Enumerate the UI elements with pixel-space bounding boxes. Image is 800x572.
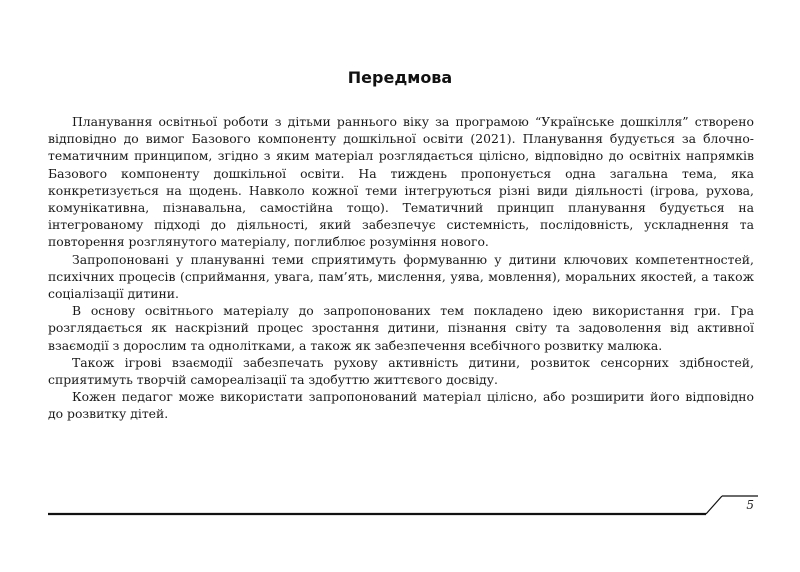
paragraph-1: Планування освітньої роботи з дітьми раннього віку за програмою “Українське дошкілля” створено відповідно до вимог Базового компоненту дошкільної освіти (2021). Планування будується за блочно-тематичним принципом, згідно з яким матеріал розглядається цілісно, відповідно до освітніх напрямків Базового компоненту дошкільної освіти. На тиждень пропонується одна загальна тема, яка конкретизується на щодень. Навколо кожної теми інтегруються різні види діяльності (ігрова, рухова, комунікативна, пізнавальна, самостійна тощо). Тематичний принцип планування будується на інтегрованому підході до діяльності, який забезпечує системність, послідовність, ускладнення та повторення розглянутого матеріалу, поглиблює розуміння нового.	[48, 114, 754, 250]
paragraph-3: В основу освітнього матеріалу до запропонованих тем покладено ідею використання гри. Гра розглядається як наскрізний процес зростання дитини, пізнання світу та задоволення від активної взаємодії з дорослим та однолітками, а також як забезпечення всебічного розвитку малюка.	[48, 303, 754, 353]
page-title: Передмова	[347, 68, 453, 87]
footer-slant-line	[706, 496, 722, 514]
body-text	[48, 113, 754, 423]
paragraph-5: Кожен педагог може використати запропонований матеріал цілісно, або розширити його відповідно до розвитку дітей.	[48, 389, 754, 422]
page-number: 5	[746, 498, 754, 512]
paragraph-4: Також ігрові взаємодії забезпечать рухову активність дитини, розвиток сенсорних здібностей, сприятимуть творчій самореалізації та здобуттю життєвого досвіду.	[48, 354, 754, 388]
paragraph-2: Запропоновані у плануванні теми сприятимуть формуванню у дитини ключових компетентностей, психічних процесів (сприймання, увага, пам’ять, мислення, уява, мовлення), моральних якостей, а також соціалізації дитини.	[48, 251, 754, 302]
footer-rule	[0, 490, 800, 530]
